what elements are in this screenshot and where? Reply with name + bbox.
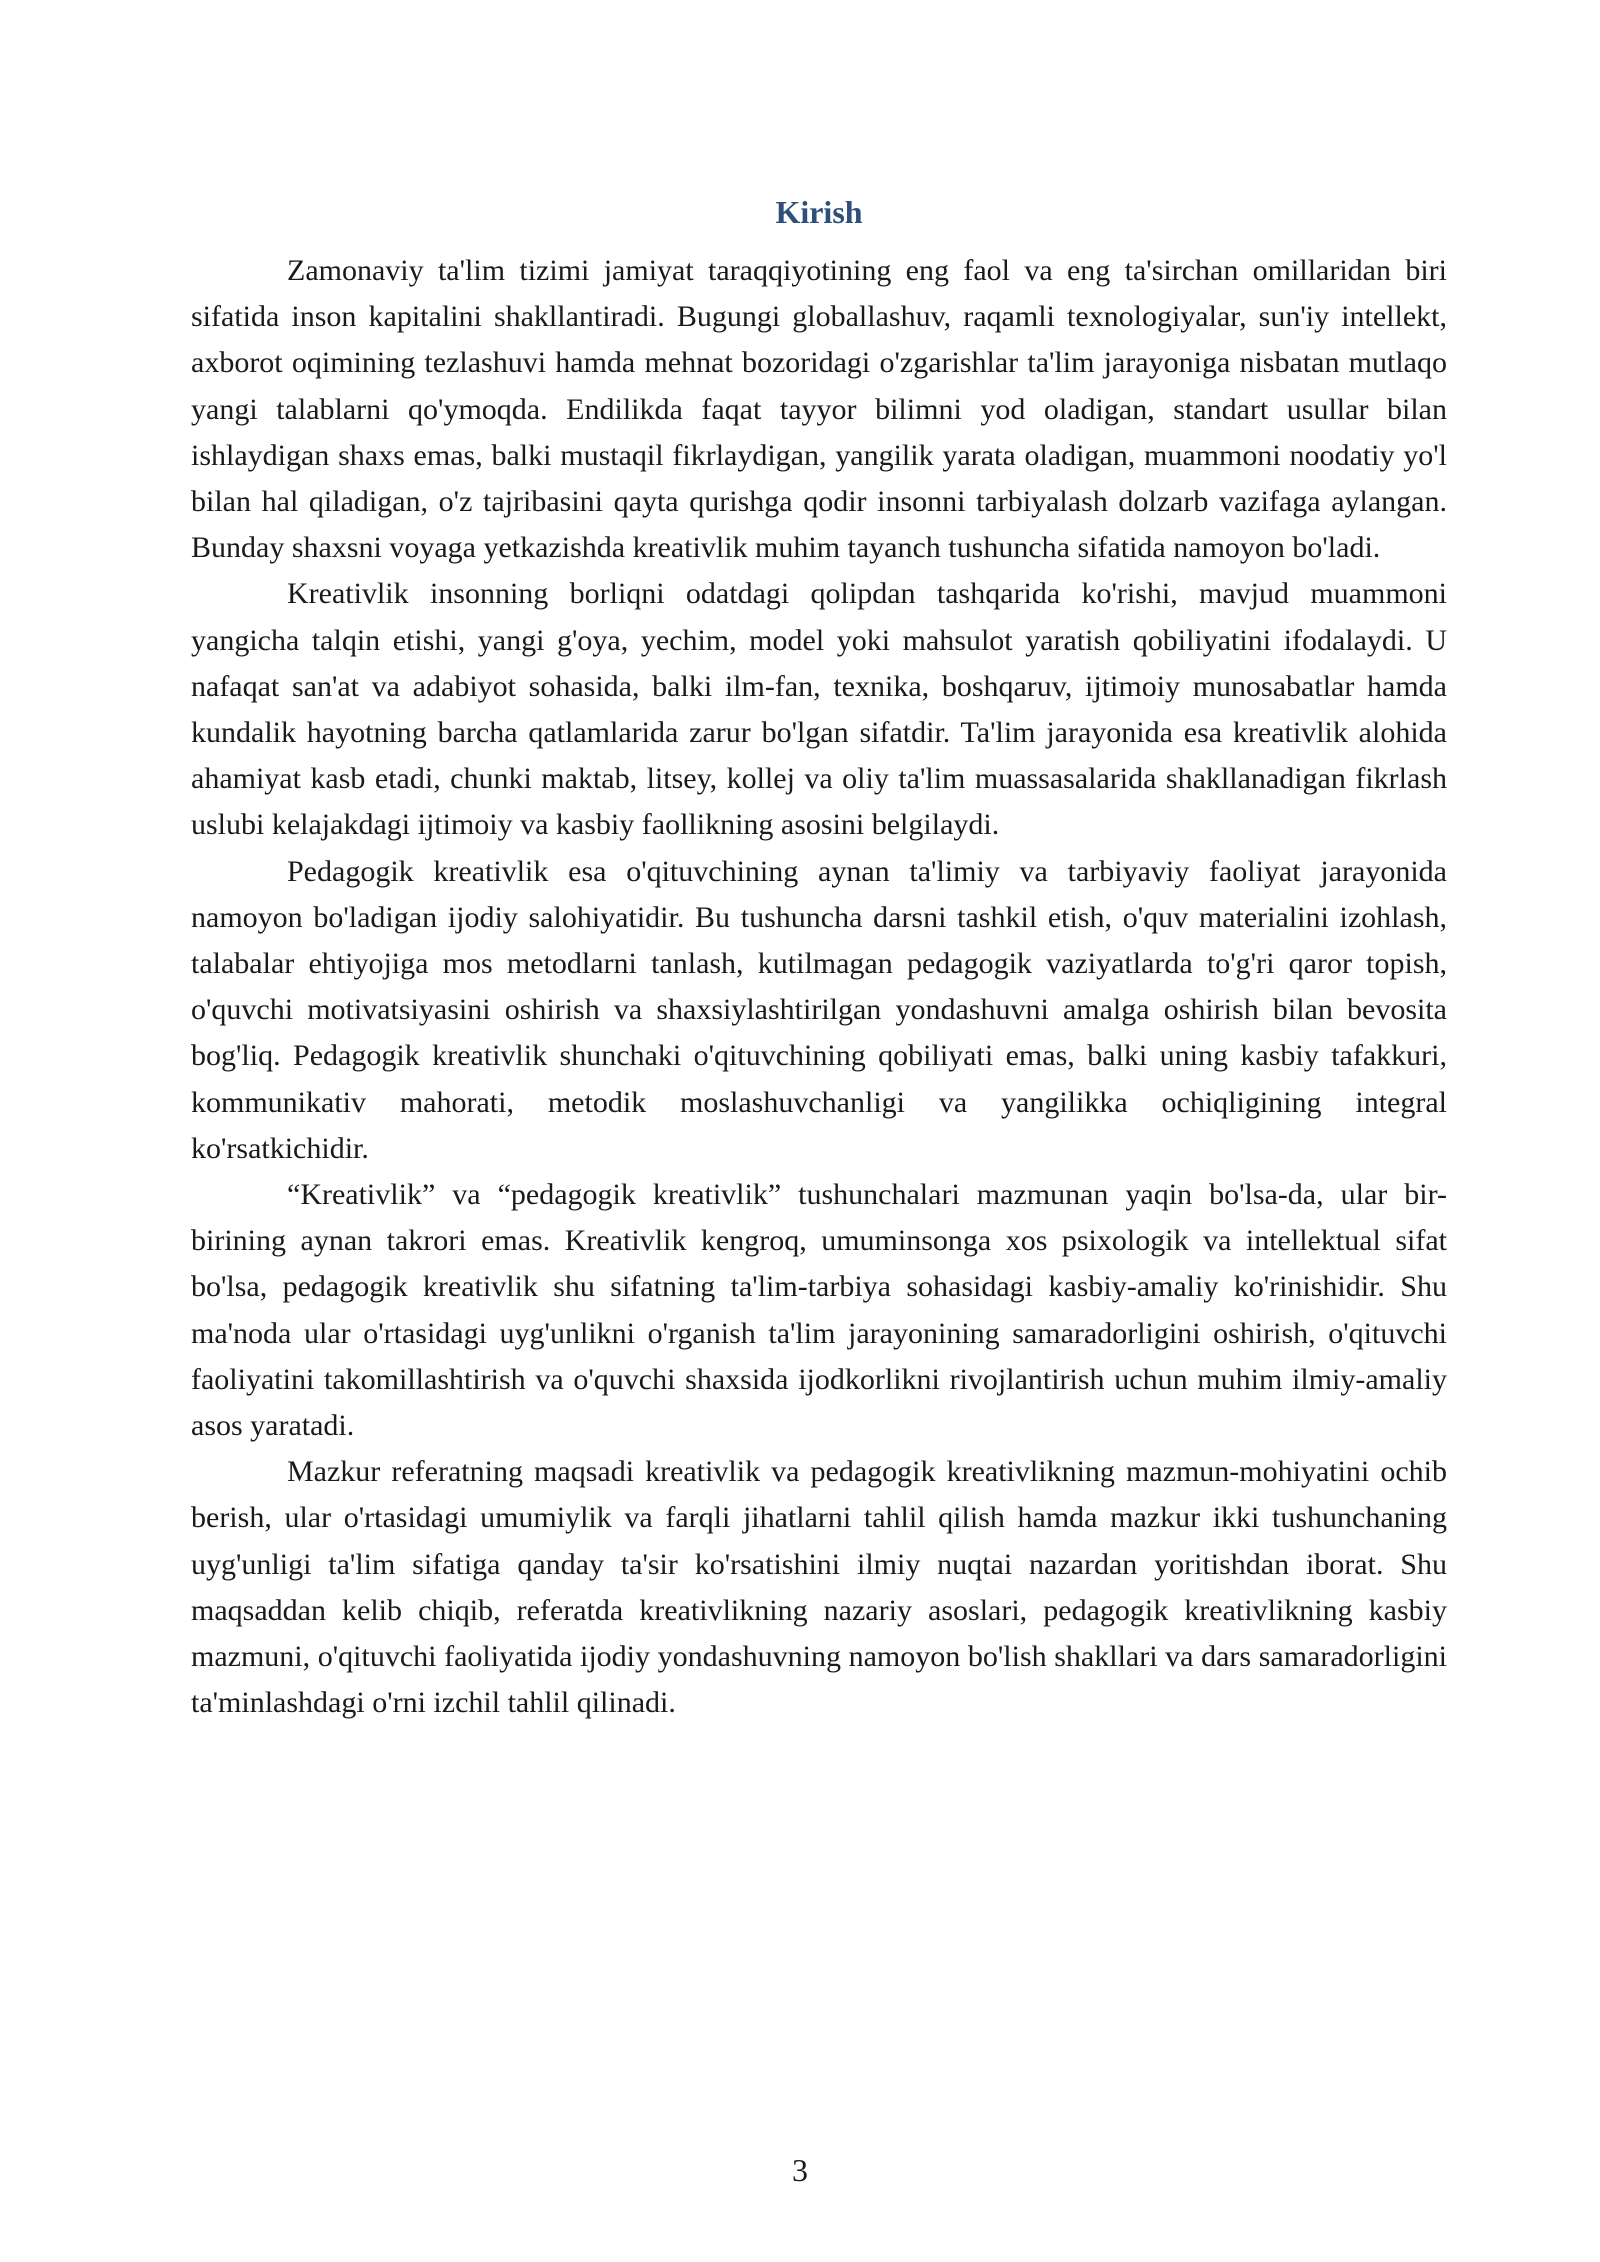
paragraph-2: Kreativlik insonning borliqni odatdagi qolipdan tashqarida ko'rishi, mavjud muammoni yangicha talqin etishi, yangi g'oya, yechim, model yoki mahsulot yaratish qobiliyatini ifodalaydi. U nafaqat san'at va adabiyot sohasida, balki ilm-fan, texnika, boshqaruv, ijtimoiy munosabatlar hamda kundalik hayotning barcha qatlamlarida zarur bo'lgan sifatdir. Ta'lim jarayonida esa kreativlik alohida ahamiyat kasb etadi, chunki maktab, litsey, kollej va oliy ta'lim muassasalarida shakllanadigan fikrlash uslubi kelajakdagi ijtimoiy va kasbiy faollikning asosini belgilaydi. xyxy=(191,577,1447,842)
paragraph-1: Zamonaviy ta'lim tizimi jamiyat taraqqiyotining eng faol va eng ta'sirchan omillaridan biri sifatida inson kapitalini shakllantiradi. Bugungi globallashuv, raqamli texnologiyalar, sun'iy intellekt, axborot oqimining tezlashuvi hamda mehnat bozoridagi o'zgarishlar ta'lim jarayoniga nisbatan mutlaqo yangi talablarni qo'ymoqda. Endilikda faqat tayyor bilimni yod oladigan, standart usullar bilan ishlaydigan shaxs emas, balki mustaqil fikrlaydigan, yangilik yarata oladigan, muammoni noodatiy yo'l bilan hal qiladigan, o'z tajribasini qayta qurishga qodir insonni tarbiyalash dolzarb vazifaga aylangan. Bunday shaxsni voyaga yetkazishda kreativlik muhim tayanch tushuncha sifatida namoyon bo'ladi. xyxy=(191,254,1447,565)
paragraph-5: Mazkur referatning maqsadi kreativlik va pedagogik kreativlikning mazmun-mohiyatini ochib berish, ular o'rtasidagi umumiylik va farqli jihatlarni tahlil qilish hamda mazkur ikki tushunchaning uyg'unligi ta'lim sifatiga qanday ta'sir ko'rsatishini ilmiy nuqtai nazardan yoritishdan iborat. Shu maqsaddan kelib chiqib, referatda kreativlikning nazariy asoslari, pedagogik kreativlikning kasbiy mazmuni, o'qituvchi faoliyatida ijodiy yondashuvning namoyon bo'lish shakllari va dars samaradorligini ta'minlashdagi o'rni izchil tahlil qilinadi. xyxy=(191,1455,1447,1720)
paragraph-4: “Kreativlik” va “pedagogik kreativlik” tushunchalari mazmunan yaqin bo'lsa-da, ular bir-birining aynan takrori emas. Kreativlik kengroq, umuminsonga xos psixologik va intellektual sifat bo'lsa, pedagogik kreativlik shu sifatning ta'lim-tarbiya sohasidagi kasbiy-amaliy ko'rinishidir. Shu ma'noda ular o'rtasidagi uyg'unlikni o'rganish ta'lim jarayonining samaradorligini oshirish, o'qituvchi faoliyatini takomillashtirish va o'quvchi shaxsida ijodkorlikni rivojlantirish uchun muhim ilmiy-amaliy asos yaratadi. xyxy=(191,1178,1447,1443)
page-content xyxy=(191,188,1447,1727)
paragraph-3: Pedagogik kreativlik esa o'qituvchining aynan ta'limiy va tarbiyaviy faoliyat jarayonida namoyon bo'ladigan ijodiy salohiyatidir. Bu tushuncha darsni tashkil etish, o'quv materialini izohlash, talabalar ehtiyojiga mos metodlarni tanlash, kutilmagan pedagogik vaziyatlarda to'g'ri qaror topish, o'quvchi motivatsiyasini oshirish va shaxsiylashtirilgan yondashuvni amalga oshirish bilan bevosita bog'liq. Pedagogik kreativlik shunchaki o'qituvchining qobiliyati emas, balki uning kasbiy tafakkuri, kommunikativ mahorati, metodik moslashuvchanligi va yangilikka ochiqligining integral ko'rsatkichidir. xyxy=(191,854,1447,1165)
page-number: 3 xyxy=(792,2152,808,2188)
section-title: Kirish xyxy=(775,194,863,230)
